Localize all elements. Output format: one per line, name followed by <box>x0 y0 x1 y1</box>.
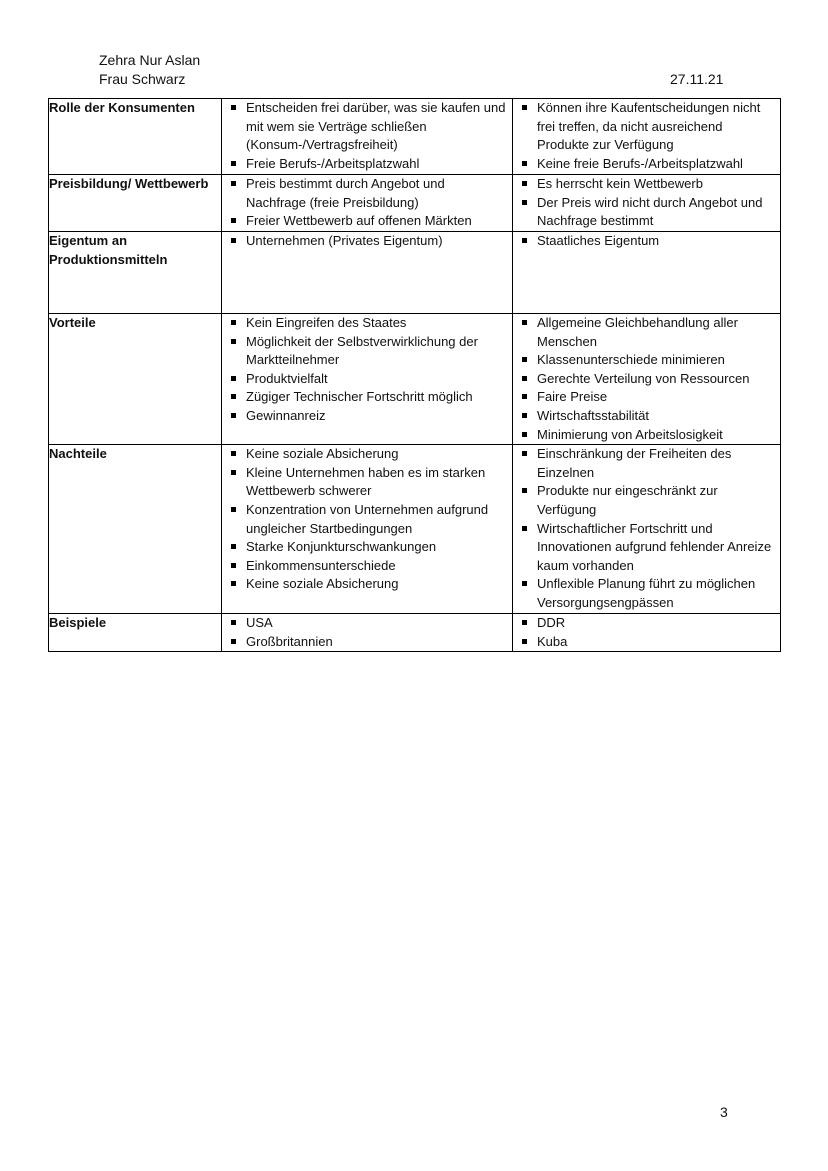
market-economy-cell <box>222 232 513 314</box>
document-date: 27.11.21 <box>670 71 724 87</box>
list-item: Kein Eingreifen des Staates <box>246 314 508 333</box>
list-item: Keine soziale Absicherung <box>246 445 508 464</box>
planned-economy-cell <box>513 175 781 232</box>
list-item: Gewinnanreiz <box>246 407 508 426</box>
list-item: Kleine Unternehmen haben es im starken Wettbewerb schwerer <box>246 464 508 501</box>
row-label: Eigentum an Produktionsmitteln <box>49 232 222 314</box>
list-item: Möglichkeit der Selbstverwirklichung der Marktteilnehmer <box>246 333 508 370</box>
list-item: Unternehmen (Privates Eigentum) <box>246 232 508 251</box>
comparison-table <box>48 98 781 652</box>
list-item: DDR <box>537 614 776 633</box>
table-row <box>49 614 781 652</box>
document-header <box>99 51 200 89</box>
list-item: Der Preis wird nicht durch Angebot und Nachfrage bestimmt <box>537 194 776 231</box>
list-item: Wirtschaftsstabilität <box>537 407 776 426</box>
table-row <box>49 445 781 614</box>
list-item: Minimierung von Arbeitslosigkeit <box>537 426 776 445</box>
list-item: Starke Konjunkturschwankungen <box>246 538 508 557</box>
market-economy-cell <box>222 175 513 232</box>
list-item: Einschränkung der Freiheiten des Einzelnen <box>537 445 776 482</box>
planned-economy-cell <box>513 614 781 652</box>
planned-economy-cell <box>513 445 781 614</box>
teacher-name: Frau Schwarz <box>99 71 186 87</box>
author-name: Zehra Nur Aslan <box>99 52 201 68</box>
list-item: Produktvielfalt <box>246 370 508 389</box>
list-item: Faire Preise <box>537 388 776 407</box>
page-number: 3 <box>720 1104 728 1120</box>
list-item: Klassenunterschiede minimieren <box>537 351 776 370</box>
list-item: Kuba <box>537 633 776 652</box>
list-item: Es herrscht kein Wettbewerb <box>537 175 776 194</box>
planned-economy-cell <box>513 232 781 314</box>
market-economy-cell <box>222 99 513 175</box>
table-row <box>49 99 781 175</box>
list-item: Unflexible Planung führt zu möglichen Versorgungsengpässen <box>537 575 776 612</box>
row-label: Vorteile <box>49 314 222 445</box>
list-item: Können ihre Kaufentscheidungen nicht frei treffen, da nicht ausreichend Produkte zur Verfügung <box>537 99 776 155</box>
list-item: Konzentration von Unternehmen aufgrund ungleicher Startbedingungen <box>246 501 508 538</box>
market-economy-cell <box>222 314 513 445</box>
list-item: Freie Berufs-/Arbeitsplatzwahl <box>246 155 508 174</box>
list-item: Großbritannien <box>246 633 508 652</box>
planned-economy-cell <box>513 99 781 175</box>
table-row <box>49 314 781 445</box>
list-item: Gerechte Verteilung von Ressourcen <box>537 370 776 389</box>
list-item: Allgemeine Gleichbehandlung aller Menschen <box>537 314 776 351</box>
list-item: Produkte nur eingeschränkt zur Verfügung <box>537 482 776 519</box>
list-item: Einkommensunterschiede <box>246 557 508 576</box>
list-item: Wirtschaftlicher Fortschritt und Innovationen aufgrund fehlender Anreize kaum vorhanden <box>537 520 776 576</box>
market-economy-cell <box>222 614 513 652</box>
list-item: Entscheiden frei darüber, was sie kaufen und mit wem sie Verträge schließen (Konsum-/Vertragsfreiheit) <box>246 99 508 155</box>
table-row <box>49 232 781 314</box>
table-row <box>49 175 781 232</box>
list-item: USA <box>246 614 508 633</box>
list-item: Staatliches Eigentum <box>537 232 776 251</box>
list-item: Keine freie Berufs-/Arbeitsplatzwahl <box>537 155 776 174</box>
list-item: Freier Wettbewerb auf offenen Märkten <box>246 212 508 231</box>
list-item: Zügiger Technischer Fortschritt möglich <box>246 388 508 407</box>
row-label: Rolle der Konsumenten <box>49 99 222 175</box>
row-label: Beispiele <box>49 614 222 652</box>
planned-economy-cell <box>513 314 781 445</box>
market-economy-cell <box>222 445 513 614</box>
row-label: Nachteile <box>49 445 222 614</box>
list-item: Keine soziale Absicherung <box>246 575 508 594</box>
list-item: Preis bestimmt durch Angebot und Nachfrage (freie Preisbildung) <box>246 175 508 212</box>
row-label: Preisbildung/ Wettbewerb <box>49 175 222 232</box>
